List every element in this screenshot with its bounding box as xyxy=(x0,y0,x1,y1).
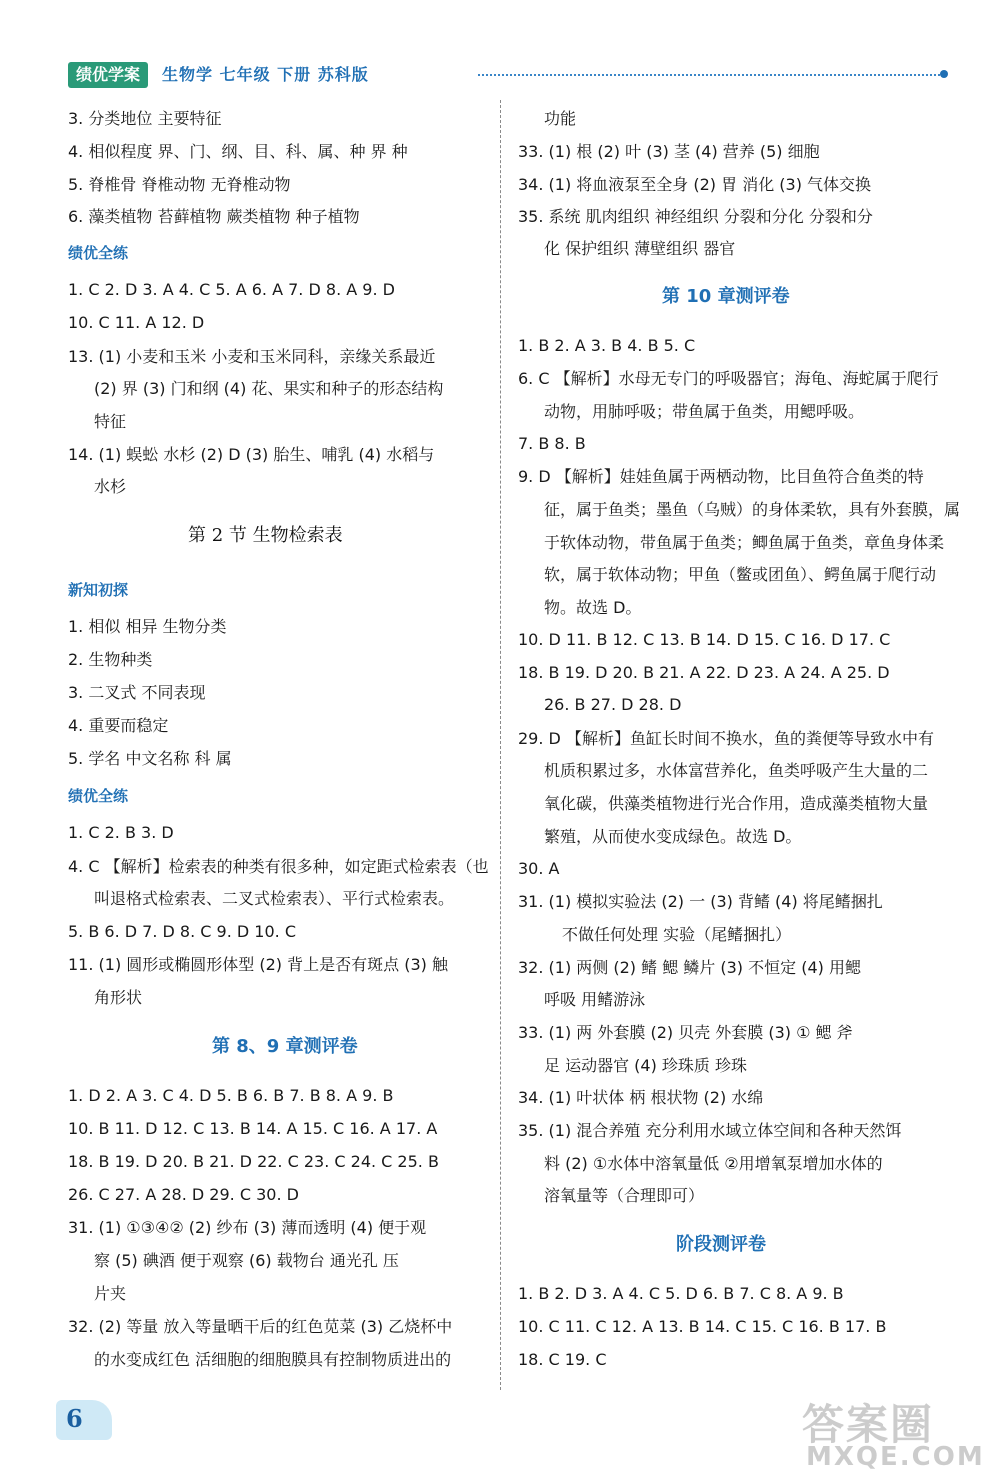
answer-line: 34. (1) 将血液泵至全身 (2) 胃 消化 (3) 气体交换 xyxy=(518,175,872,194)
answer-line: 33. (1) 根 (2) 叶 (3) 茎 (4) 营养 (5) 细胞 xyxy=(518,142,820,161)
answer-line: 10. C 11. A 12. D xyxy=(68,313,205,332)
answer-line: 35. (1) 混合养殖 充分利用水域立体空间和各种天然饵 xyxy=(518,1121,902,1140)
answer-line: 4. 重要而稳定 xyxy=(68,716,169,735)
header-dot-icon xyxy=(940,70,948,78)
answer-line: 13. (1) 小麦和玉米 小麦和玉米同科，亲缘关系最近 xyxy=(68,347,436,366)
section-heading: 第 2 节 生物检索表 xyxy=(188,525,343,546)
watermark-text: 答案圈 xyxy=(802,1400,935,1449)
answer-line: 10. D 11. B 12. C 13. B 14. D 15. C 16. D 17. C xyxy=(518,630,891,649)
answer-line: 繁殖，从而使水变成绿色。故选 D。 xyxy=(544,827,802,846)
answer-line: 于软体动物，带鱼属于鱼类；鲫鱼属于鱼类，章鱼身体柔 xyxy=(544,533,945,552)
answer-line: 察 (5) 碘酒 便于观察 (6) 载物台 通光孔 压 xyxy=(94,1251,399,1270)
answer-line: 1. B 2. A 3. B 4. B 5. C xyxy=(518,336,696,355)
answer-line: 6. 藻类植物 苔藓植物 蕨类植物 种子植物 xyxy=(68,207,360,226)
answer-line: 5. 学名 中文名称 科 属 xyxy=(68,749,232,768)
answer-line: 软，属于软体动物；甲鱼（鳖或团鱼）、鳄鱼属于爬行动 xyxy=(544,565,937,584)
answer-line: 5. 脊椎骨 脊椎动物 无脊椎动物 xyxy=(68,175,291,194)
answer-line: 30. A xyxy=(518,859,560,878)
answer-line: 氧化碳，供藻类植物进行光合作用，造成藻类植物大量 xyxy=(544,794,929,813)
answer-line: 35. 系统 肌肉组织 神经组织 分裂和分化 分裂和分 xyxy=(518,207,873,226)
answer-line: 料 (2) ①水体中溶氧量低 ②用增氧泵增加水体的 xyxy=(544,1154,883,1173)
answer-line: 足 运动器官 (4) 珍珠质 珍珠 xyxy=(544,1056,748,1075)
answer-line: 2. 生物种类 xyxy=(68,650,153,669)
answer-line: 1. B 2. D 3. A 4. C 5. D 6. B 7. C 8. A 9. B xyxy=(518,1284,844,1303)
section-label: 绩优全练 xyxy=(68,244,129,262)
answer-line: 征，属于鱼类；墨鱼（乌贼）的身体柔软，具有外套膜，属 xyxy=(544,500,961,519)
answer-line: 18. B 19. D 20. B 21. D 22. C 23. C 24. C 25. B xyxy=(68,1152,439,1171)
answer-line: 31. (1) 模拟实验法 (2) 一 (3) 背鳍 (4) 将尾鳍捆扎 xyxy=(518,892,883,911)
answer-line: 14. (1) 蜈蚣 水杉 (2) D (3) 胎生、哺乳 (4) 水稻与 xyxy=(68,445,435,464)
answer-line: 1. D 2. A 3. C 4. D 5. B 6. B 7. B 8. A 9. B xyxy=(68,1086,394,1105)
answer-line: 33. (1) 两 外套膜 (2) 贝壳 外套膜 (3) ① 鳃 斧 xyxy=(518,1023,853,1042)
section-label: 新知初探 xyxy=(68,581,129,599)
answer-line: 功能 xyxy=(544,109,577,128)
watermark-logo xyxy=(792,1392,985,1474)
answer-line: 物。故选 D。 xyxy=(544,598,642,617)
answer-line: 31. (1) ①③④② (2) 纱布 (3) 薄而透明 (4) 便于观 xyxy=(68,1218,427,1237)
answer-line: 水杉 xyxy=(94,477,127,496)
answer-line: 片夹 xyxy=(94,1284,127,1303)
answer-line: 26. C 27. A 28. D 29. C 30. D xyxy=(68,1185,299,1204)
section-heading: 第 8、9 章测评卷 xyxy=(212,1036,358,1057)
answer-line: 5. B 6. D 7. D 8. C 9. D 10. C xyxy=(68,922,296,941)
page-number: 6 xyxy=(66,1404,83,1433)
answer-line: 32. (2) 等量 放入等量晒干后的红色苋菜 (3) 乙烧杯中 xyxy=(68,1317,453,1336)
answer-line: 3. 二叉式 不同表现 xyxy=(68,683,206,702)
watermark-url: MXQE.COM xyxy=(806,1442,985,1472)
answer-line: 7. B 8. B xyxy=(518,434,586,453)
section-heading: 第 10 章测评卷 xyxy=(662,286,790,307)
answer-line: 1. C 2. D 3. A 4. C 5. A 6. A 7. D 8. A 9. D xyxy=(68,280,395,299)
column-divider xyxy=(500,100,501,1390)
page-number-badge xyxy=(56,1400,112,1440)
answer-line: 32. (1) 两侧 (2) 鳍 鳃 鳞片 (3) 不恒定 (4) 用鳃 xyxy=(518,958,861,977)
header-dotted-rule xyxy=(478,74,940,76)
answer-line: 叫退格式检索表、二叉式检索表）、平行式检索表。 xyxy=(94,889,455,908)
answer-line: 18. C 19. C xyxy=(518,1350,607,1369)
answer-line: 4. C 【解析】检索表的种类有很多种，如定距式检索表（也 xyxy=(68,857,489,876)
answer-line: 6. C 【解析】水母无专门的呼吸器官；海龟、海蛇属于爬行 xyxy=(518,369,939,388)
answer-line: 1. C 2. B 3. D xyxy=(68,823,174,842)
answer-line: 动物，用肺呼吸；带鱼属于鱼类，用鳃呼吸。 xyxy=(544,402,865,421)
book-subtitle: 生物学 七年级 下册 苏科版 xyxy=(162,65,369,84)
answer-line: 4. 相似程度 界、门、纲、目、科、属、种 界 种 xyxy=(68,142,408,161)
answer-line: 18. B 19. D 20. B 21. A 22. D 23. A 24. A 25. D xyxy=(518,663,890,682)
answer-line: 不做任何处理 实验（尾鳍捆扎） xyxy=(562,925,792,944)
answer-line: 10. B 11. D 12. C 13. B 14. A 15. C 16. A 17. A xyxy=(68,1119,438,1138)
section-heading: 阶段测评卷 xyxy=(676,1234,766,1255)
answer-line: 10. C 11. C 12. A 13. B 14. C 15. C 16. B 17. B xyxy=(518,1317,887,1336)
section-label: 绩优全练 xyxy=(68,787,129,805)
answer-line: 特征 xyxy=(94,412,127,431)
answer-line: 呼吸 用鳍游泳 xyxy=(544,990,646,1009)
answer-line: 的水变成红色 活细胞的细胞膜具有控制物质进出的 xyxy=(94,1350,452,1369)
answer-line: 1. 相似 相异 生物分类 xyxy=(68,617,227,636)
answer-line: 29. D 【解析】鱼缸长时间不换水，鱼的粪便等导致水中有 xyxy=(518,729,934,748)
answer-line: 3. 分类地位 主要特征 xyxy=(68,109,222,128)
answer-line: 34. (1) 叶状体 柄 根状物 (2) 水绵 xyxy=(518,1088,764,1107)
answer-line: 化 保护组织 薄壁组织 器官 xyxy=(544,239,736,258)
answer-line: 溶氧量等（合理即可） xyxy=(544,1186,705,1205)
answer-line: 9. D 【解析】娃娃鱼属于两栖动物，比目鱼符合鱼类的特 xyxy=(518,467,924,486)
answer-line: 11. (1) 圆形或椭圆形体型 (2) 背上是否有斑点 (3) 触 xyxy=(68,955,448,974)
answer-line: (2) 界 (3) 门和纲 (4) 花、果实和种子的形态结构 xyxy=(94,379,444,398)
answer-line: 26. B 27. D 28. D xyxy=(544,695,682,714)
answer-line: 机质积累过多，水体富营养化，鱼类呼吸产生大量的二 xyxy=(544,761,929,780)
page-header xyxy=(68,62,948,90)
answer-line: 角形状 xyxy=(94,988,143,1007)
brand-logo: 绩优学案 xyxy=(68,62,148,88)
